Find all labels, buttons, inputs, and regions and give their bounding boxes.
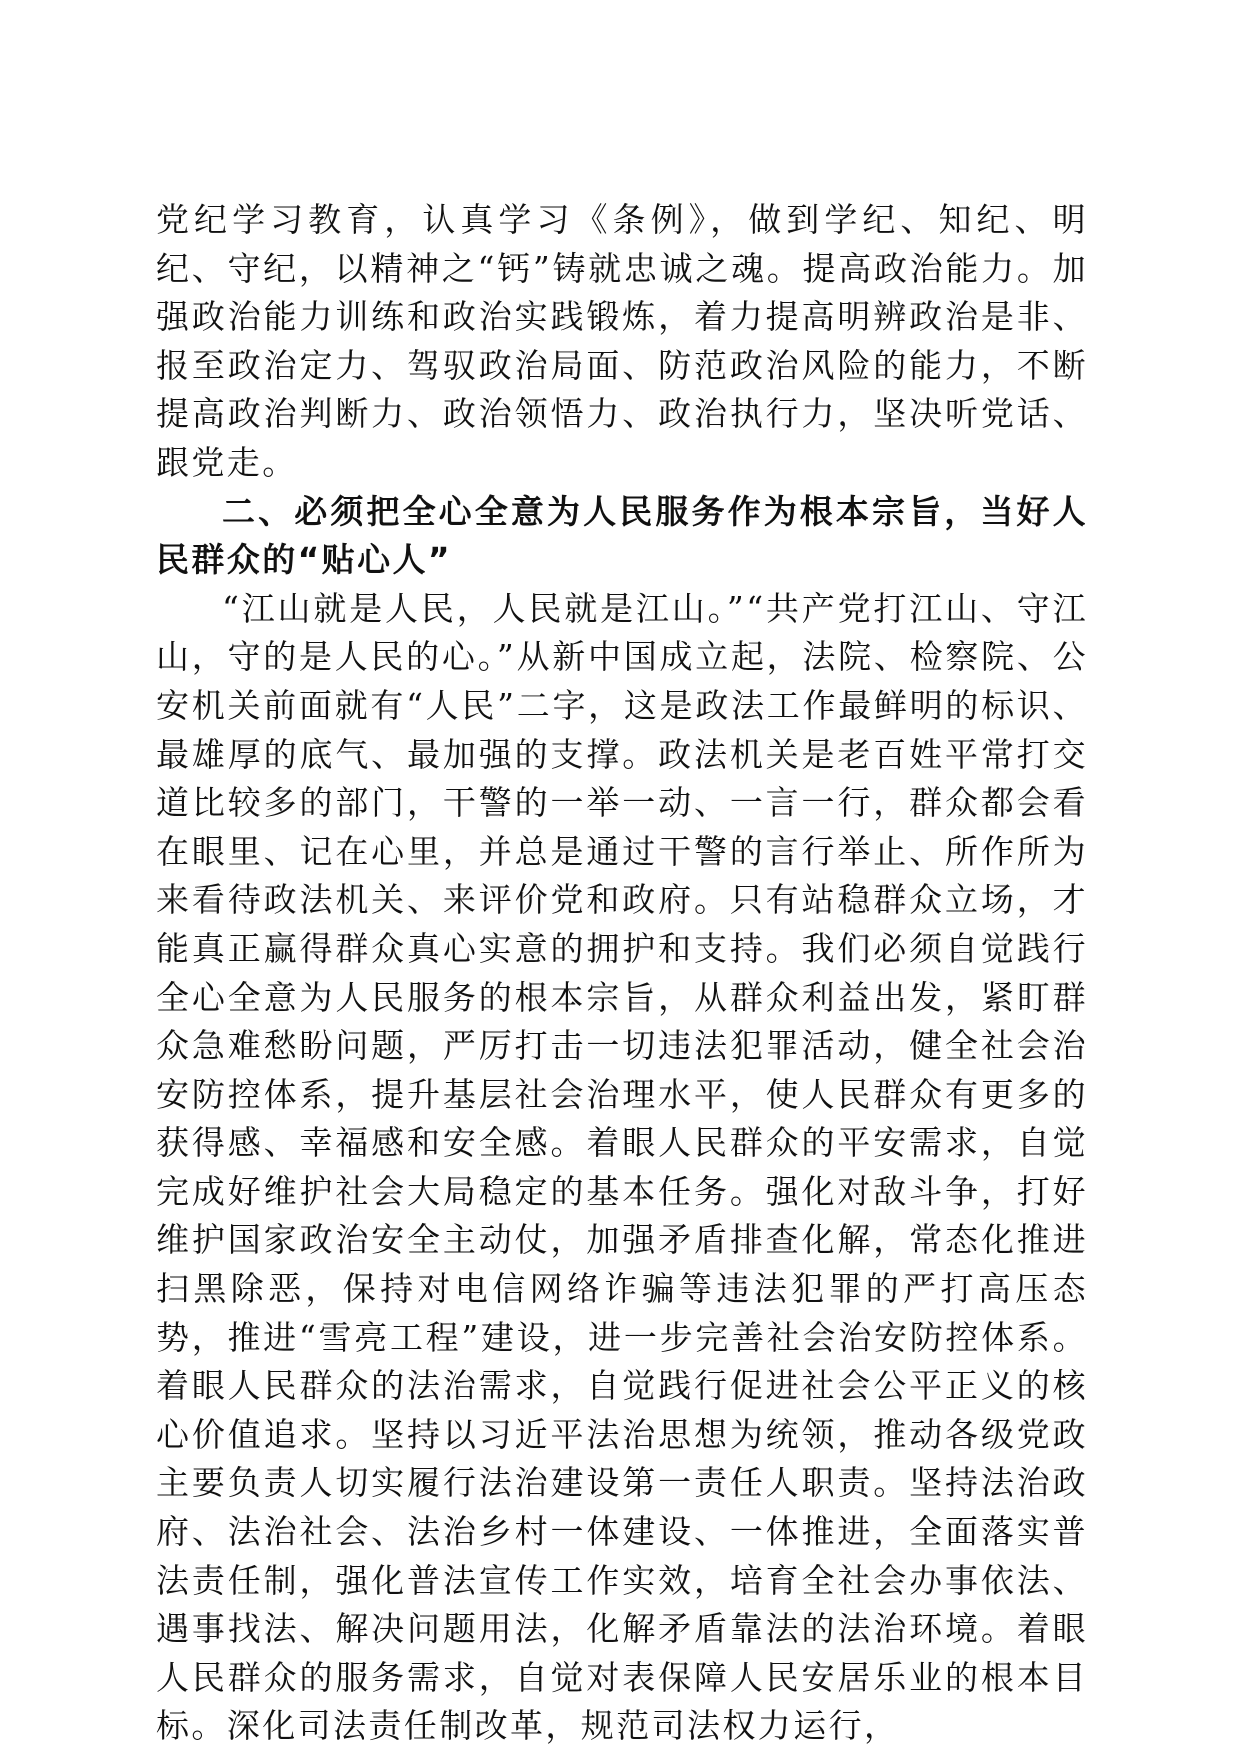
section-heading-2: 二、必须把全心全意为人民服务作为根本宗旨，当好人民群众的“贴心人” (156, 491, 1088, 580)
paragraph-people-service: “江山就是人民，人民就是江山。”“共产党打江山、守江山，守的是人民的心。”从新中国成立起，法院、检察院、公安机关前面就有“人民”二字，这是政法工作最鲜明的标识、最雄厚的底气、最加强的支撑。政法机关是老百姓平常打交道比较多的部门，干警的一举一动、一言一行，群众都会看在眼里、记在心里，并总是通过干警的言行举止、所作所为来看待政法机关、来评价党和政府。只有站稳群众立场，才能真正赢得群众真心实意的拥护和支持。我们必须自觉践行全心全意为人民服务的根本宗旨，从群众利益出发，紧盯群众急难愁盼问题，严厉打击一切违法犯罪活动，健全社会治安防控体系，提升基层社会治理水平，使人民群众有更多的获得感、幸福感和安全感。着眼人民群众的平安需求，自觉完成好维护社会大局稳定的基本任务。强化对敌斗争，打好维护国家政治安全主动仗，加强矛盾排查化解，常态化推进扫黑除恶，保持对电信网络诈骗等违法犯罪的严打高压态势，推进“雪亮工程”建设，进一步完善社会治安防控体系。着眼人民群众的法治需求，自觉践行促进社会公平正义的核心价值追求。坚持以习近平法治思想为统领，推动各级党政主要负责人切实履行法治建设第一责任人职责。坚持法治政府、法治社会、法治乡村一体建设、一体推进，全面落实普法责任制，强化普法宣传工作实效，培育全社会办事依法、遇事找法、解决问题用法，化解矛盾靠法的法治环境。着眼人民群众的服务需求，自觉对表保障人民安居乐业的根本目标。深化司法责任制改革，规范司法权力运行， (156, 588, 1088, 1746)
document-page (156, 196, 1088, 1751)
paragraph-discipline-education: 党纪学习教育，认真学习《条例》，做到学纪、知纪、明纪、守纪，以精神之“钙”铸就忠诚之魂。提高政治能力。加强政治能力训练和政治实践锻炼，着力提高明辨政治是非、报至政治定力、驾驭政治局面、防范政治风险的能力，不断提高政治判断力、政治领悟力、政治执行力，坚决听党话、跟党走。 (156, 200, 1088, 482)
